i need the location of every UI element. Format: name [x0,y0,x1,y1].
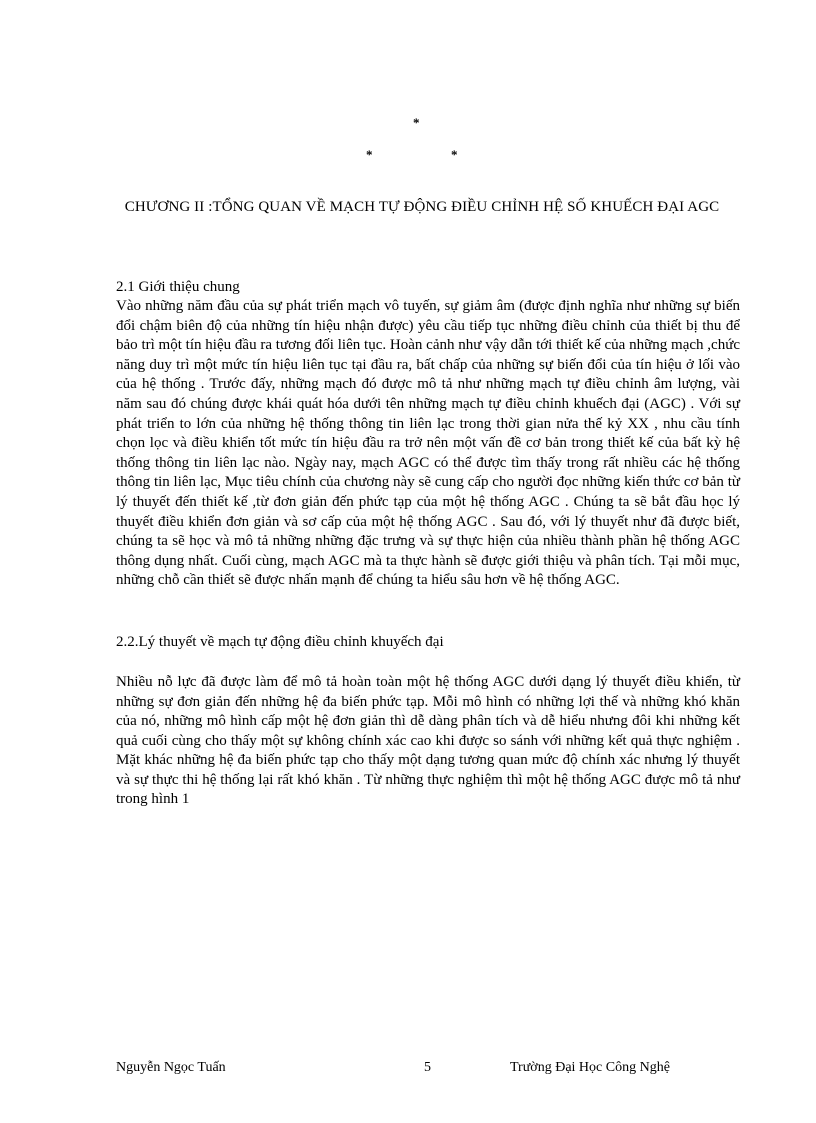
ornament-left: * [366,147,373,162]
section-paragraph-2-1: Vào những năm đầu của sự phát triển mạch vô tuyến, sự giảm âm (được định nghĩa như những sự biến đổi chậm biên độ của những tín hiệu nhận được) yêu cầu tiếp tục những điều chỉnh của thiết bị thu để bảo trì một tín hiệu đầu ra tương đối liên tục. Hoàn cảnh như vậy dẫn tới thiết kế của những mạch ,chức năng duy trì một mức tín hiệu liên tục tại đầu ra, bất chấp của những sự biến đổi của tín hiệu ở lối vào của hệ thống . Trước đấy, những mạch đó được mô tả như những mạch tự điều chỉnh âm lượng, vài năm sau đó chúng được khái quát hóa dưới tên những mạch tự điều chỉnh khuếch đại (AGC) . Với sự phát triển to lớn của những hệ thống thông tin liên lạc trong thời gian nửa thế kỷ XX , nhu cầu tính chọn lọc và điều khiển tốt mức tín hiệu đầu ra trở nên một vấn đề cơ bản trong thiết kế của bất kỳ hệ thống thông tin liên lạc nào. Ngày nay, mạch AGC có thể được tìm thấy trong rất nhiều các hệ thống thông tin liên lạc, Mục tiêu chính của chương này sẽ cung cấp cho người đọc những kiến thức cơ bản từ lý thuyết đến thiết kế ,từ đơn giản đến phức tạp của một hệ thống AGC . Chúng ta sẽ bắt đầu học lý thuyết điều khiển đơn giản và sơ cấp của một hệ thống AGC . Sau đó, với lý thuyết như đã được biết, chúng ta sẽ học và mô tả những những đặc trưng và sự thực hiện của nhiều thành phần hệ thống AGC thông dụng nhất. Cuối cùng, mạch AGC mà ta thực hành sẽ được giới thiệu và phân tích. Tại mỗi mục, những chỗ cần thiết sẽ được nhấn mạnh để chúng ta hiểu sâu hơn về hệ thống AGC. [116,298,740,589]
chapter-title: CHƯƠNG II :TỔNG QUAN VỀ MẠCH TỰ ĐỘNG ĐIỀU CHỈNH HỆ SỐ KHUẾCH ĐẠI AGC [124,199,720,215]
ornament-right: * [451,147,458,162]
section-heading-2-2: 2.2.Lý thuyết về mạch tự động điều chỉnh khuyếch đại [116,633,444,650]
section-paragraph-2-2: Nhiều nỗ lực đã được làm để mô tả hoàn toàn một hệ thống AGC dưới dạng lý thuyết điều khiển, từ những sự đơn giản đến những hệ đa biến phức tạp. Mỗi mô hình có những lợi thế và những khó khăn của nó, những mô hình cấp một hệ đơn giản thì dễ dàng phân tích và dễ hiểu nhưng đôi khi những kết quả cuối cùng cho thấy một sự không chính xác cao khi được so sánh với những kết quả thực nghiệm . Mặt khác những hệ đa biến phức tạp cho thấy một dạng tương quan mức độ chính xác nhưng lý thuyết và sự thực thi hệ thống lại rất khó khăn . Từ những thực nghiệm thì một hệ thống AGC được mô tả như trong hình 1 [116,673,740,808]
footer-institution: Trường Đại Học Công Nghệ [510,1060,670,1075]
section-heading-2-1: 2.1 Giới thiệu chung [116,279,240,295]
footer-author: Nguyễn Ngọc Tuấn [116,1060,226,1075]
body-content [116,277,740,810]
footer-page-number: 5 [424,1060,431,1075]
ornament-top: * [413,115,420,130]
